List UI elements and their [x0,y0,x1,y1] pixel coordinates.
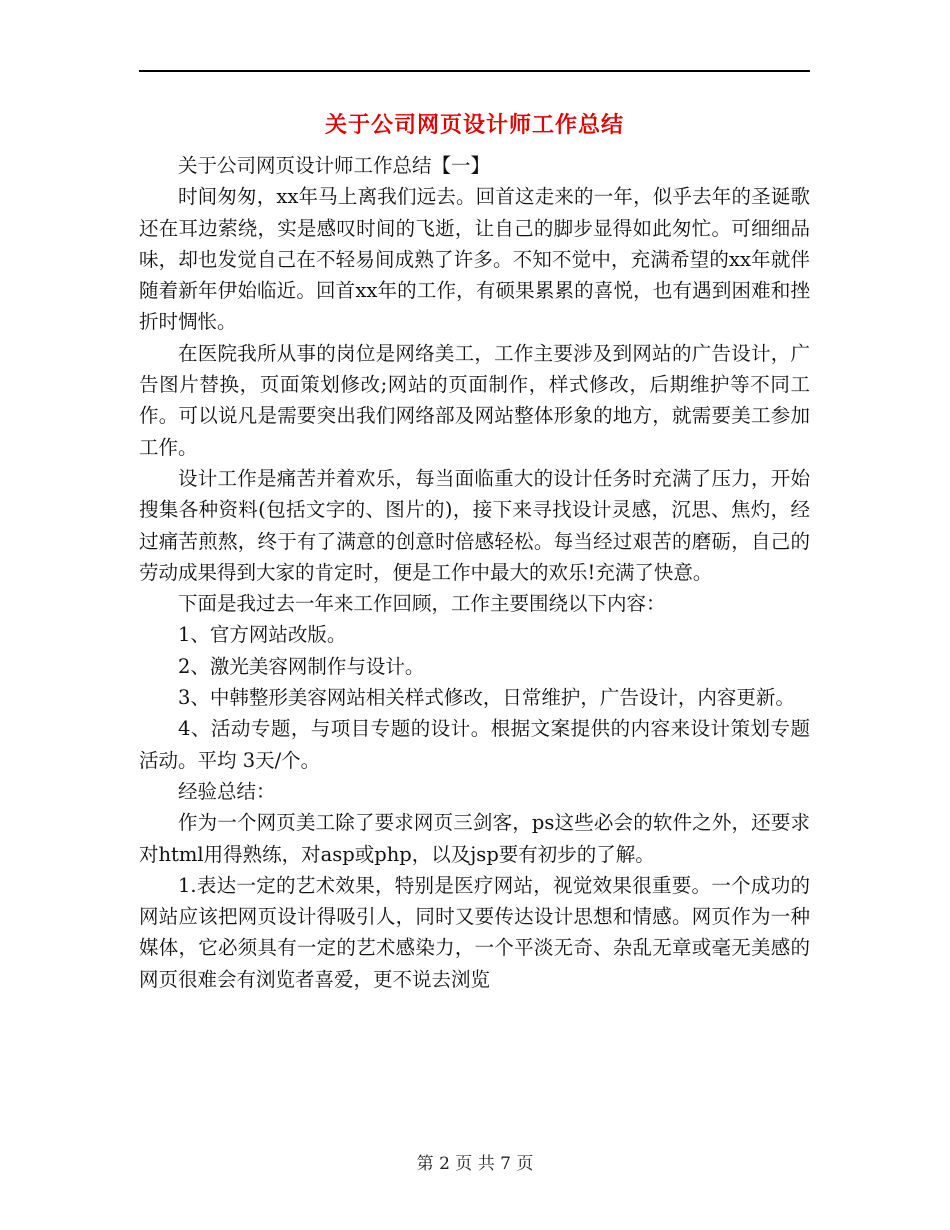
section-heading: 关于公司网页设计师工作总结【一】 [178,154,491,177]
paragraph: 时间匆匆，xx年马上离我们远去。回首这走来的一年，似乎去年的圣诞歌还在耳边萦绕，实是感叹时间的飞逝，让自己的脚步显得如此匆忙。可细细品味，却也发觉自己在不轻易间成熟了许多。不知不觉中，充满希望的xx年就伴随着新年伊始临近。回首xx年的工作，有硕果累累的喜悦，也有遇到困难和挫折时惆怅。 [139,185,810,334]
paragraph: 下面是我过去一年来工作回顾，工作主要围绕以下内容： [178,592,666,616]
paragraph: 在医院我所从事的岗位是网络美工，工作主要涉及到网站的广告设计，广告图片替换，页面策划修改;网站的页面制作，样式修改，后期维护等不同工作。可以说凡是需要突出我们网络部及网站整体形象的地方，就需要美工参加工作。 [139,341,810,459]
list-item: 3、中韩整形美容网站相关样式修改，日常维护，广告设计，内容更新。 [178,686,795,710]
page-number: 第 2 页 共 7 页 [416,1154,534,1174]
document-title: 关于公司网页设计师工作总结 [324,112,624,138]
subheading: 经验总结： [178,779,276,803]
document-body [139,150,810,995]
list-item: 4、活动专题，与项目专题的设计。根据文案提供的内容来设计策划专题活动。平均 3天/个。 [139,717,810,772]
paragraph: 1.表达一定的艺术效果，特别是医疗网站，视觉效果很重要。一个成功的网站应该把网页设计得吸引人，同时又要传达设计思想和情感。网页作为一种媒体，它必须具有一定的艺术感染力，一个平淡无奇、杂乱无章或毫无美感的网页很难会有浏览者喜爱，更不说去浏览 [139,873,810,991]
paragraph: 作为一个网页美工除了要求网页三剑客，ps这些必会的软件之外，还要求对html用得熟练，对asp或php，以及jsp要有初步的了解。 [139,811,810,866]
list-item: 1、官方网站改版。 [178,623,347,647]
header-rule [139,70,810,72]
list-item: 2、激光美容网制作与设计。 [178,654,425,678]
paragraph: 设计工作是痛苦并着欢乐，每当面临重大的设计任务时充满了压力，开始搜集各种资料(包括文字的、图片的)，接下来寻找设计灵感，沉思、焦灼，经过痛苦煎熬，终于有了满意的创意时倍感轻松。每当经过艰苦的磨砺，自己的劳动成果得到大家的肯定时，便是工作中最大的欢乐!充满了快意。 [139,466,810,584]
